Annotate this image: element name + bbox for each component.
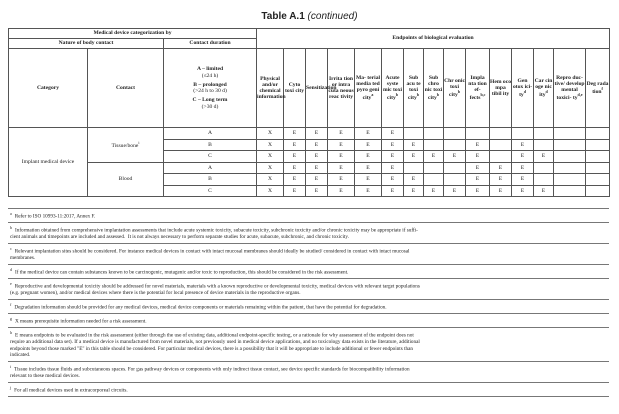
footnote-marker: d xyxy=(10,266,12,272)
duration-cell: A xyxy=(164,162,257,174)
endpoint-cell xyxy=(554,128,586,140)
endpoint-cell xyxy=(490,139,512,151)
footnote-text: Refer to ISO 10993-11:2017, Annex F. xyxy=(14,213,96,220)
endpoint-cell xyxy=(586,128,610,140)
endpoint-cell: E xyxy=(382,174,404,186)
endpoint-header-label: Physical and/or chemical information xyxy=(257,75,286,101)
endpoint-header-label: Deg rada tion xyxy=(586,80,609,95)
endpoint-header-footnote: d,e xyxy=(577,92,583,98)
endpoint-header xyxy=(404,49,424,128)
endpoint-cell xyxy=(586,162,610,174)
category-header: Category xyxy=(9,49,88,128)
endpoint-cell xyxy=(586,185,610,197)
endpoint-cell xyxy=(424,174,444,186)
duration-b: B – prolonged xyxy=(193,81,227,88)
endpoint-cell: E xyxy=(284,185,306,197)
contact-cell xyxy=(88,128,164,163)
endpoint-cell: E xyxy=(490,174,512,186)
table-title xyxy=(0,11,619,22)
endpoint-header-label: Car cin oge nic ity xyxy=(534,77,553,99)
endpoint-cell: X xyxy=(257,162,284,174)
endpoint-header-label: Sub chro nic toxi city xyxy=(424,74,443,102)
endpoint-header-label: Hem oco mpa tibil ity xyxy=(490,78,511,98)
endpoint-header-footnote: b xyxy=(457,89,460,95)
endpoint-cell: E xyxy=(512,162,534,174)
footnote xyxy=(8,362,609,383)
endpoint-header xyxy=(490,49,512,128)
footnote xyxy=(8,328,609,362)
footnote xyxy=(8,383,609,397)
endpoint-header-footnote: b xyxy=(436,92,439,98)
endpoint-cell: E xyxy=(512,151,534,163)
footnote-text: E means endpoints to be evaluated in the risk assessment (either through the use of existing data, additional endpoint-specific testing, or a rationale for why assessment of the endpoint does not require an additional data set). If a medical device is manufactured from novel materials, not previously used in medical device applications, and no toxicology data exists in the literature, additional endpoints beyond those marked "E" in this table should be considered. For particular medical devices, there is a possibility that it will be appropriate to include additional or fewer endpoints than indicated. xyxy=(10,332,420,359)
footnote xyxy=(8,208,609,223)
endpoint-cell: E xyxy=(382,185,404,197)
endpoint-cell: E xyxy=(328,151,355,163)
endpoint-cell: E xyxy=(466,139,490,151)
endpoint-cell: E xyxy=(328,174,355,186)
table-title-continued: (continued) xyxy=(307,11,358,22)
endpoint-cell xyxy=(444,139,466,151)
endpoint-cell: X xyxy=(257,139,284,151)
endpoint-cell: E xyxy=(355,162,382,174)
endpoint-cell: E xyxy=(382,151,404,163)
endpoint-header xyxy=(424,49,444,128)
endpoint-header-footnote: f xyxy=(601,86,603,92)
endpoint-cell: E xyxy=(355,128,382,140)
footnote-marker: f xyxy=(10,301,12,307)
endpoint-cell xyxy=(444,162,466,174)
contact-footnote: i xyxy=(138,139,140,145)
footnote xyxy=(8,265,609,279)
contact-label: Blood xyxy=(118,176,133,183)
duration-c-range: (>30 d) xyxy=(201,103,219,110)
endpoint-cell: E xyxy=(355,185,382,197)
endpoint-cell: E xyxy=(328,162,355,174)
footnote xyxy=(8,300,609,314)
endpoint-cell: E xyxy=(466,185,490,197)
contact-header: Contact xyxy=(88,49,164,128)
endpoint-header-label: Gen otox ici- ty xyxy=(512,77,533,99)
endpoint-cell: E xyxy=(306,128,328,140)
endpoint-cell xyxy=(586,174,610,186)
duration-b-range: (>24 h to 30 d) xyxy=(193,88,227,94)
contact-label: Tissue/bone xyxy=(111,142,139,149)
endpoint-cell: E xyxy=(512,139,534,151)
endpoint-cell: X xyxy=(257,174,284,186)
endpoint-cell: E xyxy=(512,174,534,186)
endpoint-cell: E xyxy=(404,151,424,163)
footnote-text: Relevant implantation sites should be considered. For instance medical devices in contact with intact mucosal membranes should ideally be studied/ considered in contact with intact mucosal membranes. xyxy=(10,248,410,262)
duration-a-range: (≤24 h) xyxy=(201,72,219,79)
endpoint-cell: E xyxy=(306,162,328,174)
duration-cell: C xyxy=(164,185,257,197)
endpoint-header xyxy=(554,49,586,128)
endpoint-cell: E xyxy=(404,185,424,197)
endpoint-header-label: Sensitization xyxy=(306,84,337,91)
table-footnotes xyxy=(8,208,609,397)
footnote-marker: h xyxy=(10,330,12,336)
endpoint-cell: X xyxy=(257,151,284,163)
endpoint-header-footnote: d xyxy=(545,89,548,95)
endpoint-cell xyxy=(554,185,586,197)
endpoint-header-label: Ma- terial media ted pyro geni city xyxy=(355,74,381,102)
endpoint-cell xyxy=(534,128,554,140)
endpoint-cell: E xyxy=(466,174,490,186)
endpoint-cell: E xyxy=(534,185,554,197)
endpoint-cell: E xyxy=(284,162,306,174)
endpoint-header-footnote: b xyxy=(416,92,419,98)
endpoint-cell: E xyxy=(355,139,382,151)
footnote-marker: g xyxy=(10,315,12,321)
endpoint-cell xyxy=(554,174,586,186)
endpoint-cell: E xyxy=(424,151,444,163)
endpoint-header-label: Chr onic toxi city xyxy=(444,77,465,99)
endpoint-cell: E xyxy=(284,128,306,140)
footnote-marker: e xyxy=(10,280,12,286)
footnote xyxy=(8,314,609,328)
endpoint-cell: E xyxy=(306,174,328,186)
endpoint-header xyxy=(306,49,337,128)
endpoint-cell: E xyxy=(512,185,534,197)
footnote xyxy=(8,279,609,300)
endpoint-header-label: Irrita tion or intra cuta neous reac tivity xyxy=(328,75,354,101)
endpoint-cell xyxy=(512,128,534,140)
endpoint-cell xyxy=(554,139,586,151)
endpoint-header xyxy=(512,49,534,128)
endpoint-header xyxy=(257,49,284,128)
endpoint-header-label: Sub acu te toxi city xyxy=(406,74,421,102)
endpoint-cell: E xyxy=(466,151,490,163)
footnote-text: Information obtained from comprehensive implantation assessments that include acute systemic toxicity, subacute toxicity, subchronic toxicity and/or chronic toxicity may be appropriate if suffi- cient animals and timepoints are included and assessed. It is not always necessary to perform separate studies for acute, subacute, subchronic, and chronic toxicity. xyxy=(10,227,418,241)
endpoint-header xyxy=(328,49,355,128)
endpoint-cell xyxy=(424,128,444,140)
duration-c: C – Long term xyxy=(192,97,228,104)
endpoint-cell xyxy=(490,151,512,163)
endpoint-cell: E xyxy=(355,151,382,163)
endpoint-cell xyxy=(554,151,586,163)
table-title-main: Table A.1 xyxy=(261,11,305,22)
endpoint-cell xyxy=(424,139,444,151)
endpoint-header-label: Cyto toxi city xyxy=(284,81,305,94)
endpoint-cell: E xyxy=(444,185,466,197)
endpoint-header xyxy=(466,49,490,128)
categorization-header: Medical device categorization by xyxy=(9,29,257,39)
endpoint-cell: E xyxy=(284,151,306,163)
endpoint-header-footnote: b xyxy=(395,92,398,98)
endpoint-cell: E xyxy=(534,151,554,163)
endpoint-cell: E xyxy=(306,185,328,197)
contact-cell xyxy=(88,162,164,197)
endpoint-cell: E xyxy=(424,185,444,197)
duration-cell: B xyxy=(164,174,257,186)
endpoint-cell: E xyxy=(490,162,512,174)
endpoint-header xyxy=(534,49,554,128)
endpoint-cell xyxy=(586,151,610,163)
endpoint-cell xyxy=(404,162,424,174)
endpoint-header-footnote: a xyxy=(371,92,374,98)
footnote-text: X means prerequisite information needed for a risk assessment. xyxy=(15,318,147,325)
endpoint-cell: E xyxy=(382,139,404,151)
duration-a: A – limited xyxy=(196,66,224,73)
endpoint-cell xyxy=(534,174,554,186)
endpoint-cell xyxy=(554,162,586,174)
endpoint-cell: E xyxy=(404,174,424,186)
endpoint-cell xyxy=(586,139,610,151)
footnote xyxy=(8,223,609,244)
duration-cell: C xyxy=(164,151,257,163)
duration-cell: A xyxy=(164,128,257,140)
contact-duration-header: Contact duration xyxy=(164,39,257,49)
footnote-marker: i xyxy=(10,363,12,369)
duration-cell: B xyxy=(164,139,257,151)
endpoint-cell xyxy=(444,174,466,186)
endpoint-cell: E xyxy=(284,174,306,186)
endpoint-cell: E xyxy=(328,139,355,151)
endpoint-cell xyxy=(444,128,466,140)
endpoint-cell: E xyxy=(444,151,466,163)
endpoint-cell: E xyxy=(382,162,404,174)
footnote xyxy=(8,244,609,265)
table-row xyxy=(9,128,610,140)
endpoint-cell xyxy=(466,128,490,140)
duration-legend xyxy=(164,49,257,128)
endpoint-header-footnote: d xyxy=(523,89,526,95)
endpoint-cell: E xyxy=(382,128,404,140)
endpoint-cell: E xyxy=(466,162,490,174)
footnote-text: If the medical device can contain substances known to be carcinogenic, mutagenic and/or toxic to reproduction, this should be considered in the risk assessment. xyxy=(15,269,349,276)
table-row xyxy=(9,162,610,174)
endpoint-header-label: Impla nta tion ef- fects xyxy=(468,74,487,102)
endpoint-cell: E xyxy=(328,128,355,140)
footnote-marker: b xyxy=(10,225,12,231)
endpoint-cell: X xyxy=(257,128,284,140)
endpoint-cell xyxy=(404,128,424,140)
category-cell: Implant medical device xyxy=(9,128,88,197)
endpoint-cell: E xyxy=(306,139,328,151)
endpoint-cell: E xyxy=(490,185,512,197)
endpoint-header-label: Repro duc- tive/ develop mental toxici- ty xyxy=(554,74,585,102)
footnote-text: Reproductive and developmental toxicity should be addressed for novel materials, materials with a known reproductive or developmental toxicity, medical devices with relevant target populations (e.g. pregnant women), and/or medical devices where there is the potential for local presence of device materials in the reproductive organs. xyxy=(10,283,420,297)
endpoint-header-label: Acute syste mic toxi city xyxy=(382,74,403,102)
footnote-text: Tissue includes tissue fluids and subcutaneous spaces. For gas pathway devices or components with only indirect tissue contact, see device specific standards for biocompatibility information relevant to these medical devices. xyxy=(10,366,410,380)
endpoints-header: Endpoints of biological evaluation xyxy=(257,29,610,49)
endpoint-cell xyxy=(490,128,512,140)
footnote-marker: j xyxy=(10,384,12,390)
biological-evaluation-table xyxy=(8,28,610,197)
endpoint-cell: E xyxy=(306,151,328,163)
footnote-marker: a xyxy=(10,211,12,216)
endpoint-cell xyxy=(424,162,444,174)
endpoint-cell: E xyxy=(404,139,424,151)
footnote-text: Degradation information should be provided for any medical devices, medical device components or materials remaining within the patient, that have the potential for degradation. xyxy=(14,304,387,311)
footnote-marker: c xyxy=(10,245,12,251)
footnote-text: For all medical devices used in extracorporeal circuits. xyxy=(14,387,128,394)
endpoint-header xyxy=(586,49,610,128)
endpoint-header xyxy=(444,49,466,128)
endpoint-header xyxy=(284,49,306,128)
nature-of-contact-header: Nature of body contact xyxy=(9,39,164,49)
endpoint-cell xyxy=(534,162,554,174)
endpoint-header xyxy=(382,49,404,128)
endpoint-cell: X xyxy=(257,185,284,197)
endpoint-cell: E xyxy=(284,139,306,151)
endpoint-cell: E xyxy=(355,174,382,186)
endpoint-cell xyxy=(534,139,554,151)
endpoint-header xyxy=(355,49,382,128)
endpoint-cell: E xyxy=(328,185,355,197)
endpoint-header-footnote: b,c xyxy=(480,92,486,98)
